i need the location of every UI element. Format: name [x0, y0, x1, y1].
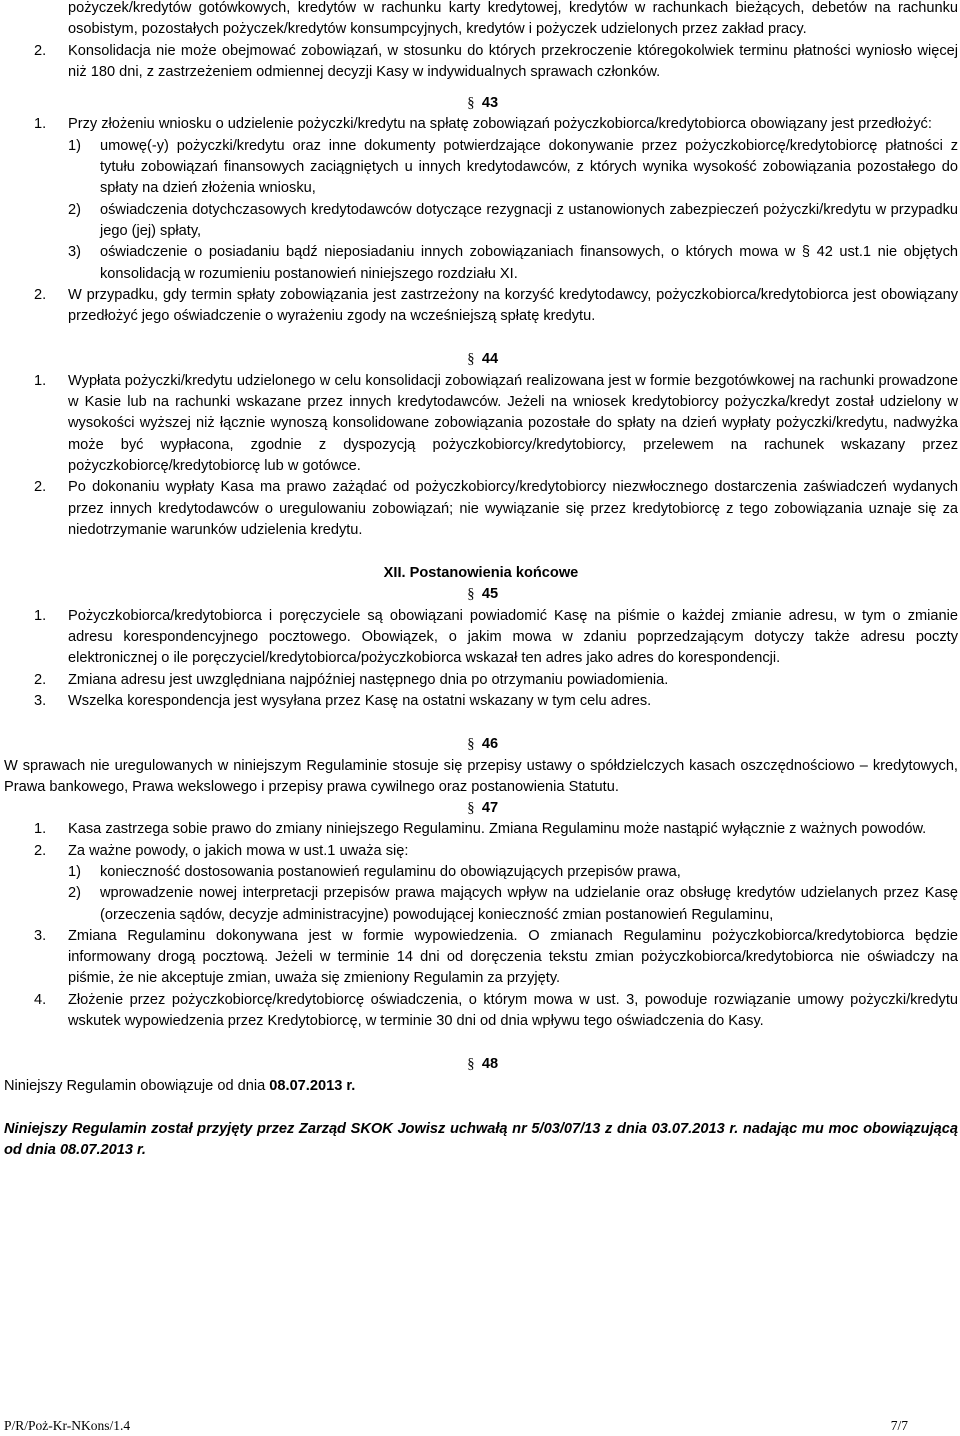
s48-text: Niniejszy Regulamin obowiązuje od dnia 08.07.2013 r. — [4, 1077, 356, 1094]
paragraph-sign-icon: § — [467, 800, 475, 817]
paragraph-sign-icon: § — [467, 351, 475, 368]
s45-point-3: 3. Wszelka korespondencja jest wysyłana przez Kasę na ostatni wskazany w tym celu adres. — [34, 692, 652, 709]
s47-item-1: 1) konieczność dostosowania postanowień regulaminu do obowiązujących przepisów prawa, — [68, 863, 681, 880]
s46-text: W sprawach nie uregulowanych w niniejszym Regulaminie stosuje się przepisy ustawy o spółdzielczych kasach oszczędnościowo – kredytowych, Prawa bankowego, Prawa wekslowego i przepisy prawa cywilnego oraz postanowienia Statutu. — [4, 757, 958, 795]
section-47-heading: § 47 — [4, 798, 958, 819]
chapter-12-title: XII. Postanowienia końcowe — [383, 565, 579, 582]
s43-item-1: 1) umowę(-y) pożyczki/kredytu oraz inne dokumenty potwierdzające dokonywanie przez pożyczkobiorcę/kredytobiorcę płatności z tytułu zobowiązań finansowych zaciągniętych u innych kredytodawców, z których wynika wysokość zobowiązania pozostałego do spłaty na dzień złożenia wniosku, — [68, 137, 958, 197]
section-45-heading: § 45 — [4, 584, 958, 605]
section-48-heading: § 48 — [4, 1054, 958, 1075]
s47-point-2: 2. Za ważne powody, o jakich mowa w ust.1 uważa się: — [34, 842, 409, 859]
s47-item-2: 2) wprowadzenie nowej interpretacji przepisów prawa mających wpływ na udzielanie oraz obsługę kredytów udzielanych przez Kasę (orzeczenia sądów, decyzje administracyjne) powodującej konieczność zmian postanowień Regulaminu, — [68, 885, 958, 923]
paragraph-sign-icon: § — [467, 736, 475, 753]
s45-point-1: 1. Pożyczkobiorca/kredytobiorca i poręczyciele są obowiązani powiadomić Kasę na piśmie o każdej zmianie adresu, w tym o zmianie adresu korespondencyjnego pocztowego. Obowiązek, o jakim mowa w zdaniu poprzedzającym dotyczy także adresu poczty elektronicznej o ile poręczyciel/kredytobiorca/pożyczkobiorca wskazał ten adres jako adres do korespondencji. — [34, 607, 958, 667]
s43-item-2: 2) oświadczenia dotychczasowych kredytodawców dotyczące rezygnacji z ustanowionych zabezpieczeń pożyczki/kredytu w przypadku jego (jej) spłaty, — [68, 201, 958, 239]
adoption-note: Niniejszy Regulamin został przyjęty przez Zarząd SKOK Jowisz uchwałą nr 5/03/07/13 z dnia 03.07.2013 r. nadając mu moc obowiązującą od dnia 08.07.2013 r. — [4, 1120, 958, 1159]
s47-point-1: 1. Kasa zastrzega sobie prawo do zmiany niniejszego Regulaminu. Zmiana Regulaminu może nastąpić wyłącznie z ważnych powodów. — [34, 821, 927, 838]
effective-date: 08.07.2013 r. — [269, 1077, 356, 1094]
page-number: 7/7 — [890, 1418, 908, 1433]
s47-point-4: 4. Złożenie przez pożyczkobiorcę/kredytobiorcę oświadczenia, o którym mowa w ust. 3, powoduje rozwiązanie umowy pożyczki/kredytu wskutek wypowiedzenia przez Kredytobiorcę, w terminie 30 dni od dnia wpływu tego oświadczenia do Kasy. — [34, 991, 958, 1030]
s44-point-2: 2. Po dokonaniu wypłaty Kasa ma prawo zażądać od pożyczkobiorcy/kredytobiorcy niezwłocznego dostarczenia zaświadczeń wydanych przez innych kredytodawców o uregulowaniu zobowiązań; nie wywiązanie się przez kredytobiorcę z tego zobowiązania uznaje się za niedotrzymanie warunków udzielenia kredytu. — [34, 479, 958, 538]
s47-point-3: 3. Zmiana Regulaminu dokonywana jest w formie wypowiedzenia. O zmianach Regulaminu pożyczkobiorca/kredytobiorca będzie informowany drogą pocztową. Jeżeli w terminie 14 dni od doręczenia tekstu zmian pożyczkobiorca/kredytobiorca nie oświadczy na piśmie, że nie akceptuje zmian, uważa się zmieniony Regulamin za przyjęty. — [34, 927, 958, 987]
section-44-heading: § 44 — [4, 349, 958, 370]
s45-point-2: 2. Zmiana adresu jest uwzględniana najpóźniej następnego dnia po otrzymaniu powiadomienia. — [34, 671, 669, 688]
document-page — [4, 0, 958, 1436]
intro-point-2: 2. Konsolidacja nie może obejmować zobowiązań, w stosunku do których przekroczenie któregokolwiek terminu płatności wyniosło więcej niż 180 dni, z zastrzeżeniem odmiennej decyzji Kasy w indywidualnych sprawach członków. — [34, 42, 958, 80]
section-46-heading: § 46 — [4, 734, 958, 755]
s43-item-3: 3) oświadczenie o posiadaniu bądź nieposiadaniu innych zobowiązaniach finansowych, o których mowa w § 42 ust.1 nie objętych konsolidacją w rozumieniu postanowień niniejszego rozdziału XI. — [68, 244, 958, 282]
page-footer — [4, 1418, 958, 1436]
s44-point-1: 1. Wypłata pożyczki/kredytu udzielonego w celu konsolidacji zobowiązań realizowana jest w formie bezgotówkowej na rachunki prowadzone w Kasie lub na rachunki wskazane przez innych kredytodawców. Jeżeli na wniosek kredytobiorcy pożyczka/kredyt został udzielony w wysokości wyższej niż łącznie wynoszą konsolidowane zobowiązania pozostałe do spłaty na dzień wypłaty pożyczki/kredytu, nadwyżka może być wypłacona, zgodnie z dyspozycją pożyczkobiorcy/kredytobiorcy, przelewem na rachunek wskazany przez pożyczkobiorcę/kredytobiorcę lub w gotówce. — [34, 372, 958, 474]
intro-continuation: pożyczek/kredytów gotówkowych, kredytów w rachunku karty kredytowej, kredytów w rachunkach bieżących, debetów na rachunku osobistym, pozostałych pożyczek/kredytów konsumpcyjnych, kredytów i pożyczek udzielonych przez zakład pracy. — [68, 0, 958, 38]
s43-point-1: 1. Przy złożeniu wniosku o udzielenie pożyczki/kredytu na spłatę zobowiązań pożyczkobiorca/kredytobiorca obowiązany jest przedłożyć: — [34, 116, 932, 133]
s43-point-2: 2. W przypadku, gdy termin spłaty zobowiązania jest zastrzeżony na korzyść kredytodawcy, pożyczkobiorca/kredytobiorca jest obowiązany przedłożyć jego oświadczenie o wyrażeniu zgody na wcześniejszą spłatę kredytu. — [34, 286, 958, 325]
paragraph-sign-icon: § — [467, 95, 475, 112]
paragraph-sign-icon: § — [467, 1056, 475, 1073]
section-43-heading: § 43 — [4, 93, 958, 114]
paragraph-sign-icon: § — [467, 586, 475, 603]
document-id: P/R/Poż-Kr-NKons/1.4 — [4, 1418, 131, 1433]
